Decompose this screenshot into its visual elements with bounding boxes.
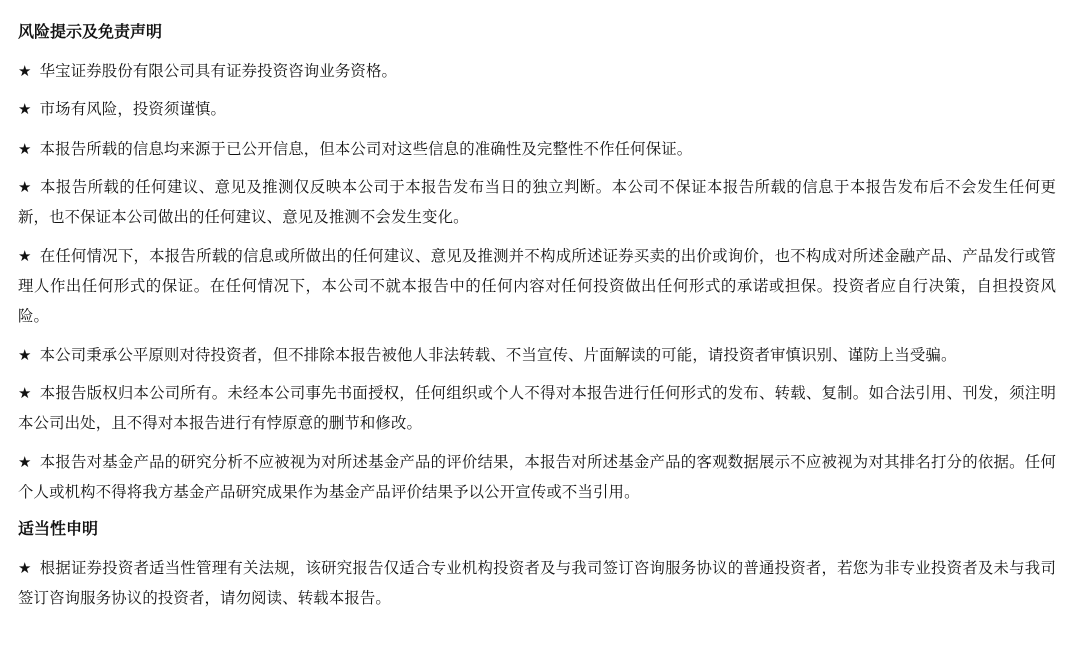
disclaimer-item: [18, 134, 1056, 164]
disclaimer-item-text: 华宝证券股份有限公司具有证券投资咨询业务资格。: [39, 62, 398, 80]
disclaimer-item: [18, 447, 1056, 507]
star-icon: ★: [18, 62, 32, 80]
star-icon: ★: [18, 178, 32, 196]
section-title-risk-disclaimer: 风险提示及免责声明: [18, 22, 163, 41]
disclaimer-item-text: 本公司秉承公平原则对待投资者，但不排除本报告被他人非法转载、不当宣传、片面解读的可能，请投资者审慎识别、谨防上当受骗。: [39, 346, 957, 364]
star-icon: ★: [18, 384, 32, 402]
star-icon: ★: [18, 346, 32, 364]
star-icon: ★: [18, 140, 32, 158]
disclaimer-item-text: 本报告版权归本公司所有。未经本公司事先书面授权，任何组织或个人不得对本报告进行任何形式的发布、转载、复制。如合法引用、刊发，须注明本公司出处，且不得对本报告进行有悖原意的删节和修改。: [18, 384, 1056, 432]
section-title-suitability: 适当性申明: [18, 519, 99, 538]
disclaimer-item: [18, 378, 1056, 438]
disclaimer-item: [18, 172, 1056, 232]
disclaimer-item-text: 本报告对基金产品的研究分析不应被视为对所述基金产品的评价结果，本报告对所述基金产品的客观数据展示不应被视为对其排名打分的依据。任何个人或机构不得将我方基金产品研究成果作为基金产品评价结果予以公开宣传或不当引用。: [18, 453, 1056, 501]
disclaimer-item-text: 本报告所载的任何建议、意见及推测仅反映本公司于本报告发布当日的独立判断。本公司不保证本报告所载的信息于本报告发布后不会发生任何更新，也不保证本公司做出的任何建议、意见及推测不会发生变化。: [18, 178, 1056, 226]
star-icon: ★: [18, 453, 32, 471]
disclaimer-item: [18, 241, 1056, 331]
disclaimer-item: [18, 340, 1056, 370]
disclaimer-item-text: 市场有风险，投资须谨慎。: [39, 100, 227, 118]
suitability-item: [18, 553, 1056, 613]
disclaimer-item: [18, 94, 1056, 124]
disclaimer-item-text: 在任何情况下，本报告所载的信息或所做出的任何建议、意见及推测并不构成所述证券买卖的出价或询价，也不构成对所述金融产品、产品发行或管理人作出任何形式的保证。在任何情况下，本公司不就本报告中的任何内容对任何投资做出任何形式的承诺或担保。投资者应自行决策，自担投资风险。: [18, 247, 1056, 325]
disclaimer-item-text: 本报告所载的信息均来源于已公开信息，但本公司对这些信息的准确性及完整性不作任何保证。: [39, 140, 693, 158]
star-icon: ★: [18, 247, 32, 265]
star-icon: ★: [18, 559, 32, 577]
star-icon: ★: [18, 100, 32, 118]
suitability-item-text: 根据证券投资者适当性管理有关法规，该研究报告仅适合专业机构投资者及与我司签订咨询服务协议的普通投资者，若您为非专业投资者及未与我司签订咨询服务协议的投资者，请勿阅读、转载本报告。: [18, 559, 1056, 607]
disclaimer-item: [18, 56, 1056, 86]
